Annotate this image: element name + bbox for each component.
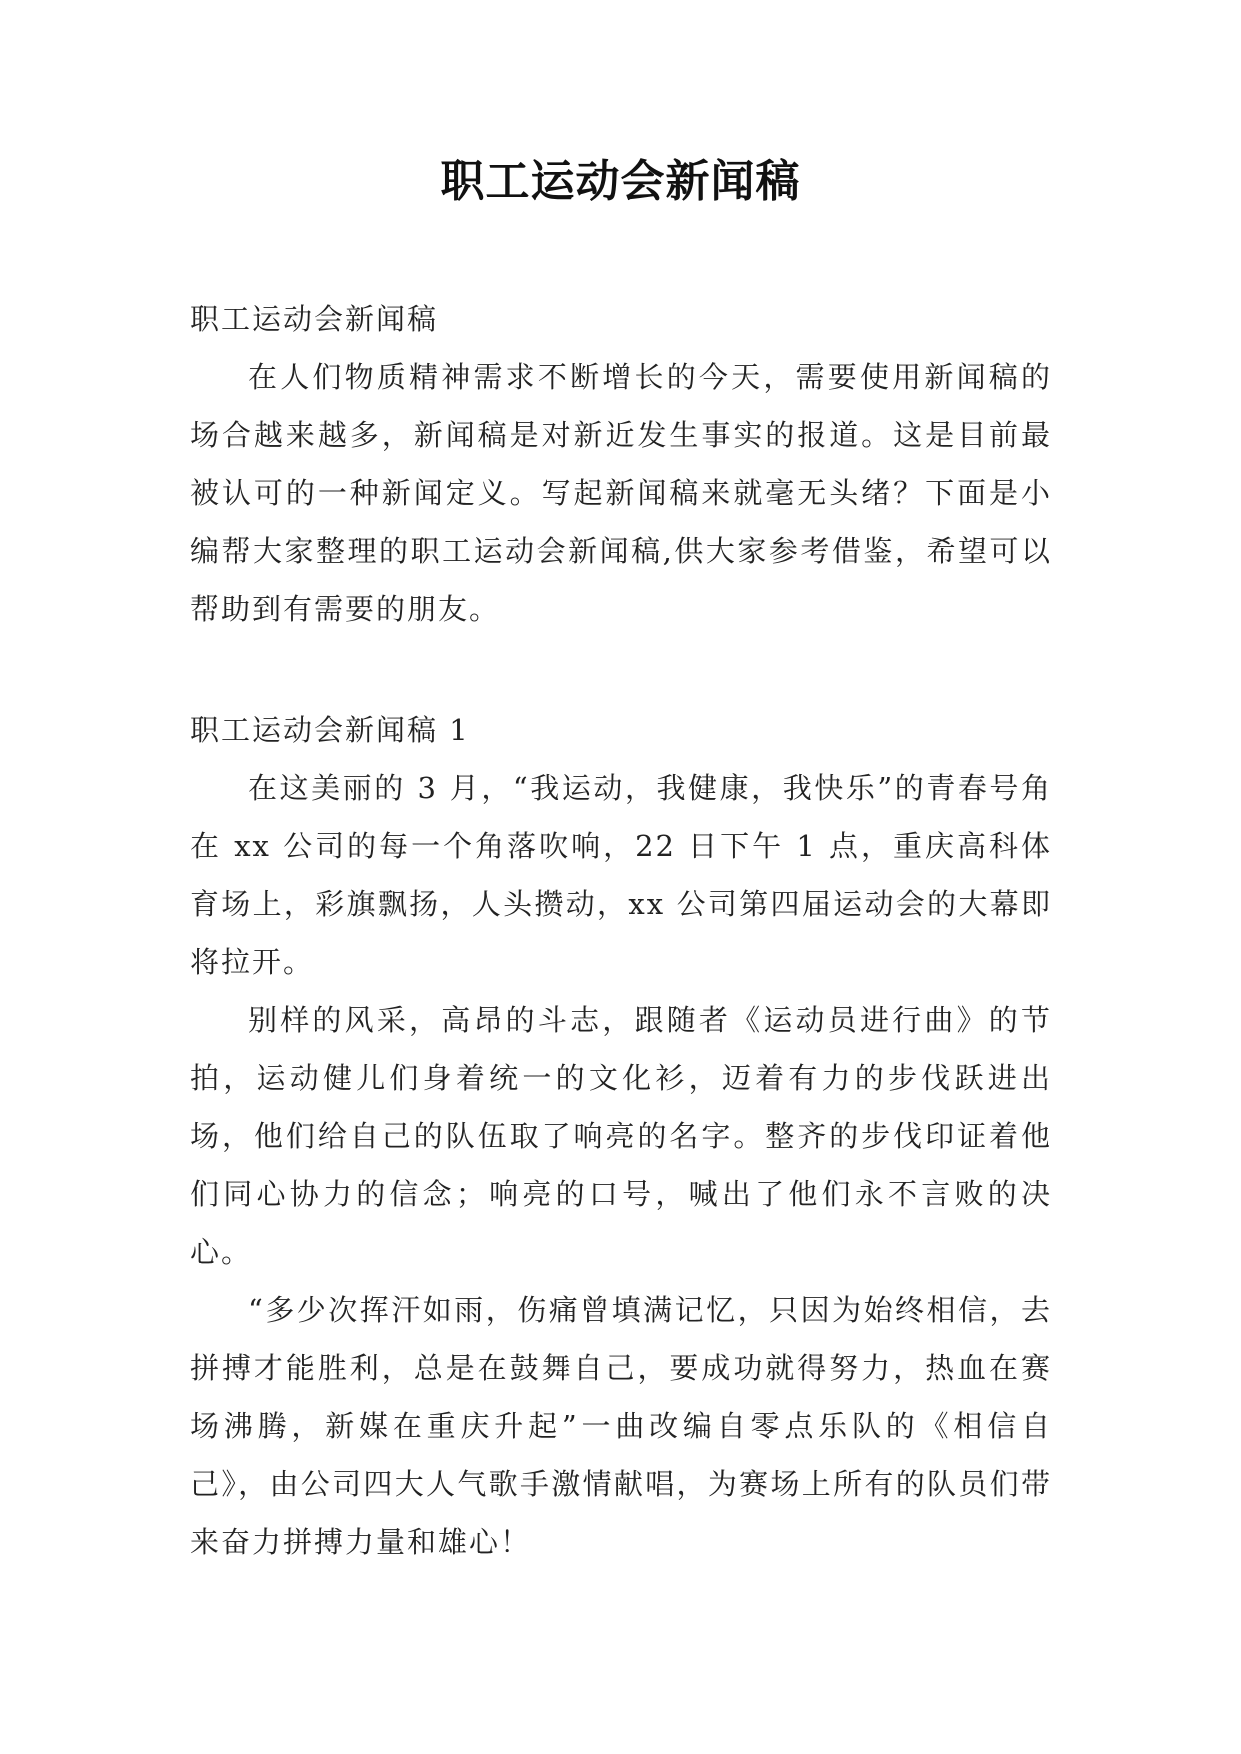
intro-section [190, 290, 1052, 638]
section-1 [190, 701, 1052, 1571]
section-1-paragraph: 在这美丽的 3 月，“我运动，我健康，我快乐”的青春号角在 xx 公司的每一个角落吹响，22 日下午 1 点，重庆高科体育场上，彩旗飘扬，人头攒动，xx 公司第四届运动会的大幕即将拉开。 [190, 771, 1052, 979]
section-1-paragraph: “多少次挥汗如雨，伤痛曾填满记忆，只因为始终相信，去拼搏才能胜利，总是在鼓舞自己，要成功就得努力，热血在赛场沸腾，新媒在重庆升起”一曲改编自零点乐队的《相信自己》，由公司四大人气歌手激情献唱，为赛场上所有的队员们带来奋力拼搏力量和雄心！ [190, 1293, 1052, 1559]
document-title: 职工运动会新闻稿 [440, 156, 801, 207]
section-1-paragraph: 别样的风采，高昂的斗志，跟随者《运动员进行曲》的节拍，运动健儿们身着统一的文化衫，迈着有力的步伐跃进出场，他们给自己的队伍取了响亮的名字。整齐的步伐印证着他们同心协力的信念；响亮的口号，喊出了他们永不言败的决心。 [190, 1003, 1052, 1269]
intro-heading: 职工运动会新闻稿 [190, 302, 439, 336]
section-1-heading: 职工运动会新闻稿 1 [190, 713, 470, 747]
intro-paragraph: 在人们物质精神需求不断增长的今天，需要使用新闻稿的场合越来越多，新闻稿是对新近发生事实的报道。这是目前最被认可的一种新闻定义。写起新闻稿来就毫无头绪？下面是小编帮大家整理的职工运动会新闻稿,供大家参考借鉴，希望可以帮助到有需要的朋友。 [190, 360, 1052, 626]
